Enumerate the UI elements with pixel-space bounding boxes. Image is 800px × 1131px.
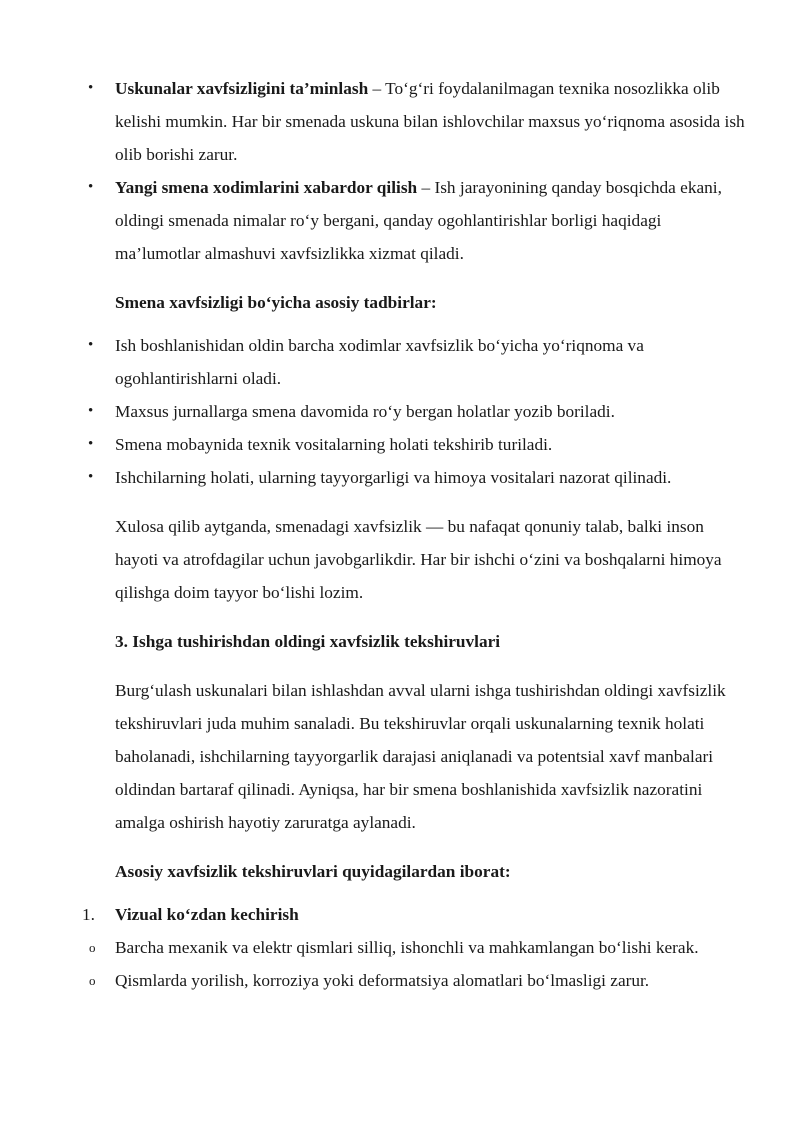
list-item (0, 428, 800, 461)
bullet-new-shift-informing (0, 171, 800, 270)
conclusion-paragraph: Xulosa qilib aytganda, smenadagi xavfsizlik — bu nafaqat qonuniy talab, balki inson hayoti va atrofdagilar uchun javobgarlikdir. Har bir ishchi o‘zini va boshqalarni himoya qilishga doim tayyor bo‘lishi lozim. (115, 517, 722, 602)
bullet-marker: • (88, 179, 94, 195)
list-item (0, 461, 800, 494)
bullet-term: Yangi smena xodimlarini xabardor qilish (115, 178, 418, 197)
numbered-item-title: Vizual ko‘zdan kechirish (115, 905, 299, 924)
list-item-text: Ishchilarning holati, ularning tayyorgarligi va himoya vositalari nazorat qilinadi. (115, 468, 672, 487)
bullet-text: – Ish jarayonining qanday bosqichda ekani, oldingi smenada nimalar ro‘y bergani, qanday ogohlantirishlar borligi haqidagi ma’lumotlar almashuvi xavfsizlikka xizmat qiladi. (115, 178, 722, 263)
numbered-item (0, 898, 800, 931)
list-item-text: Ish boshlanishidan oldin barcha xodimlar xavfsizlik bo‘yicha yo‘riqnoma va ogohlantirishlarni oladi. (115, 336, 644, 388)
bullet-equipment-safety (0, 72, 800, 171)
bullet-marker: • (88, 436, 94, 452)
checks-heading: Asosiy xavfsizlik tekshiruvlari quyidagilardan iborat: (115, 862, 511, 881)
list-item (0, 329, 800, 395)
section-heading: 3. Ishga tushirishdan oldingi xavfsizlik tekshiruvlari (115, 632, 501, 651)
list-item-text: Maxsus jurnallarga smena davomida ro‘y bergan holatlar yozib boriladi. (115, 402, 615, 421)
bullet-marker: • (88, 337, 94, 353)
sub-list-item-text: Barcha mexanik va elektr qismlari silliq, ishonchli va mahkamlangan bo‘lishi kerak. (115, 938, 699, 957)
document-page (0, 72, 800, 997)
bullet-marker: • (88, 403, 94, 419)
bullet-term: Uskunalar xavfsizligini ta’minlash (115, 79, 369, 98)
sub-list-item (0, 964, 800, 997)
number-marker: 1. (82, 905, 95, 924)
circle-marker: o (89, 973, 96, 988)
sub-list-item-text: Qismlarda yorilish, korroziya yoki deformatsiya alomatlari bo‘lmasligi zarur. (115, 971, 650, 990)
bullet-marker: • (88, 80, 94, 96)
list-item (0, 395, 800, 428)
sub-list-item (0, 931, 800, 964)
section-intro-paragraph: Burg‘ulash uskunalari bilan ishlashdan avval ularni ishga tushirishdan oldingi xavfsizlik tekshiruvlari juda muhim sanaladi. Bu tekshiruvlar orqali uskunalarning texnik holati baholanadi, ishchilarning tayyorgarlik darajasi aniqlanadi va potentsial xavf manbalari oldindan bartaraf qilinadi. Ayniqsa, har bir smena boshlanishida xavfsizlik nazoratini amalga oshirish hayotiy zaruratga aylanadi. (115, 681, 726, 832)
bullet-marker: • (88, 469, 94, 485)
bullet-text: – To‘g‘ri foydalanilmagan texnika nosozlikka olib kelishi mumkin. Har bir smenada uskuna bilan ishlovchilar maxsus yo‘riqnoma asosida ish olib borishi zarur. (115, 79, 745, 164)
list-item-text: Smena mobaynida texnik vositalarning holati tekshirib turiladi. (115, 435, 553, 454)
measures-heading: Smena xavfsizligi bo‘yicha asosiy tadbirlar: (115, 293, 437, 312)
circle-marker: o (89, 940, 96, 955)
